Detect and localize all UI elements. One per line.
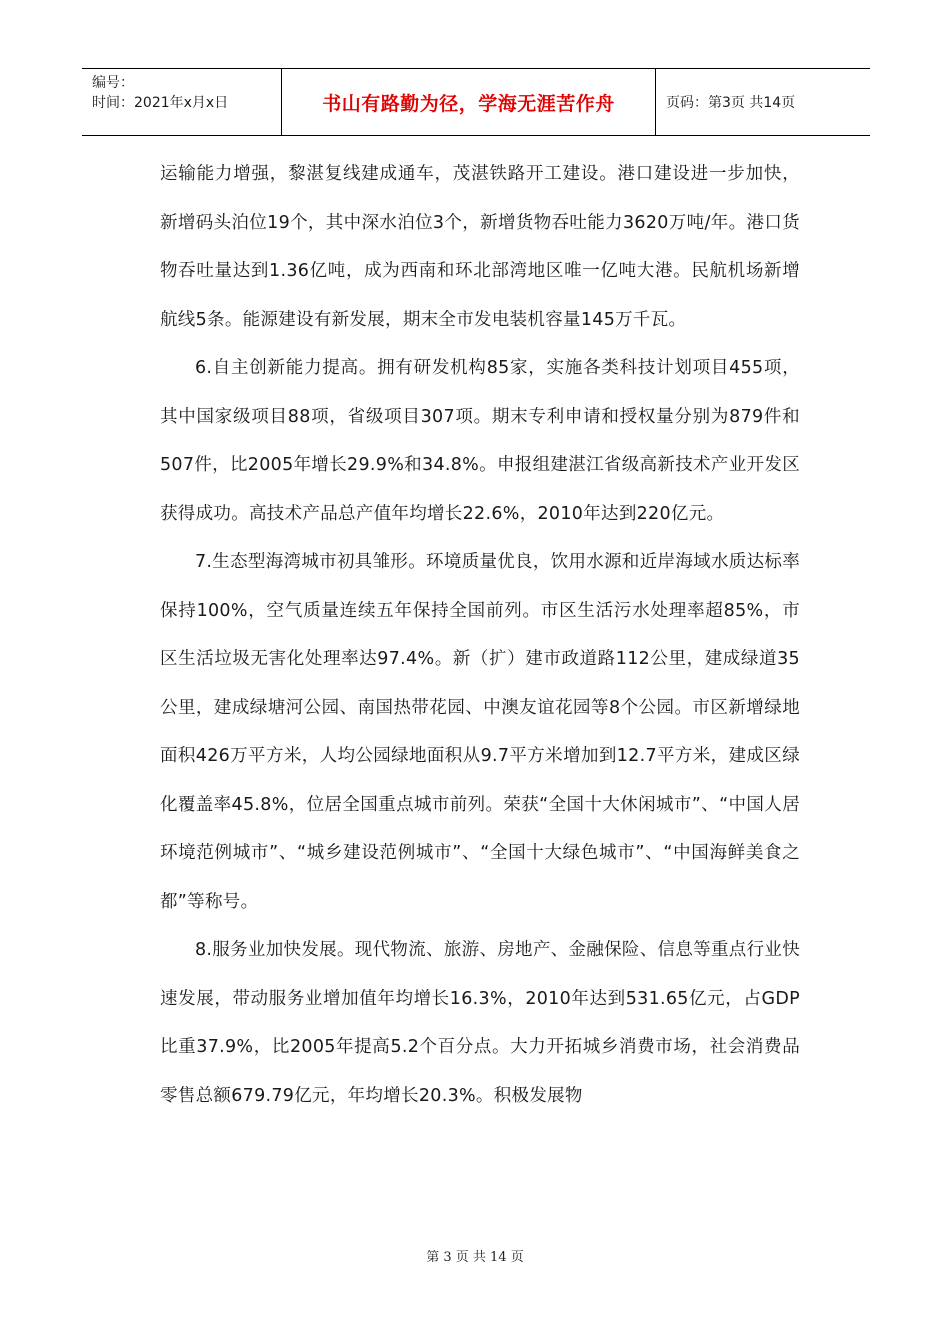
paragraph-services: 8.服务业加快发展。现代物流、旅游、房地产、金融保险、信息等重点行业快速发展，带动服务业增加值年均增长16.3%，2010年达到531.65亿元，占GDP比重37.9%，比2005年提高5.2个百分点。大力开拓城乡消费市场，社会消费品零售总额679.79亿元，年均增长20.3%。积极发展物 (160, 940, 800, 1106)
page-footer: 第 3 页 共 14 页 (426, 1250, 524, 1265)
header-page-info: 页码：第3页 共14页 (666, 95, 796, 111)
page-header (82, 68, 870, 136)
paragraph-transport: 运输能力增强，黎湛复线建成通车，茂湛铁路开工建设。港口建设进一步加快，新增码头泊位19个，其中深水泊位3个，新增货物吞吐能力3620万吨/年。港口货物吞吐量达到1.36亿吨，成为西南和环北部湾地区唯一亿吨大港。民航机场新增航线5条。能源建设有新发展，期末全市发电装机容量145万千瓦。 (160, 164, 800, 330)
paragraph-ecology: 7.生态型海湾城市初具雏形。环境质量优良，饮用水源和近岸海域水质达标率保持100%，空气质量连续五年保持全国前列。市区生活污水处理率超85%，市区生活垃圾无害化处理率达97.4%。新（扩）建市政道路112公里，建成绿道35公里，建成绿塘河公园、南国热带花园、中澳友谊花园等8个公园。市区新增绿地面积426万平方米，人均公园绿地面积从9.7平方米增加到12.7平方米，建成区绿化覆盖率45.8%，位居全国重点城市前列。荣获“全国十大休闲城市”、“中国人居环境范例城市”、“城乡建设范例城市”、“全国十大绿色城市”、“中国海鲜美食之都”等称号。 (160, 552, 800, 912)
document-number-label: 编号： (92, 75, 134, 91)
document-body (160, 150, 800, 1120)
paragraph-innovation: 6.自主创新能力提高。拥有研发机构85家，实施各类科技计划项目455项，其中国家级项目88项，省级项目307项。期末专利申请和授权量分别为879件和507件，比2005年增长29.9%和34.8%。申报组建湛江省级高新技术产业开发区获得成功。高技术产品总产值年均增长22.6%，2010年达到220亿元。 (160, 358, 800, 524)
header-motto: 书山有路勤为径，学海无涯苦作舟 (282, 69, 656, 135)
document-time-label: 时间：2021年x月x日 (92, 95, 229, 111)
header-meta (82, 69, 282, 135)
